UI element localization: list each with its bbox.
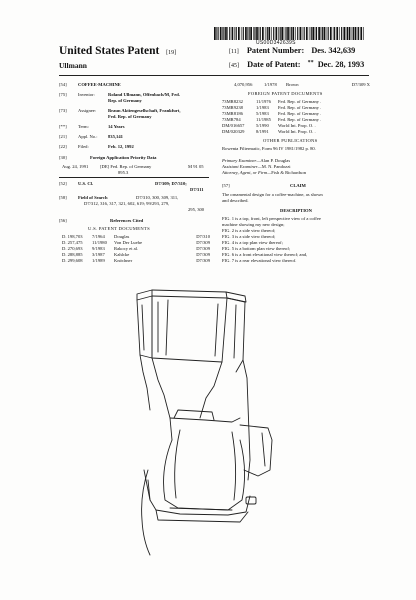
reference-class: D7/309 [196,246,210,251]
examiner-role: Assistant Examiner— [222,164,262,169]
us-cl-value-2: D7/311 [190,187,204,192]
field-56-code: [56] [59,218,67,223]
description-line: FIG. 7 is a rear elevational view thereof. [222,258,297,263]
reference-class: D7/310 [196,234,210,239]
reference-class: D7/309 [196,258,210,263]
foreign-reference-country: Fed. Rep. of Germany . [278,105,322,110]
appl-no-value: 835,141 [108,134,123,139]
reference-date: 11/1980 [92,240,107,245]
field-58-code: [58] [59,195,67,200]
examiner-role: Primary Examiner— [222,158,261,163]
foreign-reference-country: Fed. Rep. of Germany . [278,99,322,104]
reference-date: 9/1983 [92,246,105,251]
filed-value: Feb. 12, 1992 [108,144,134,149]
reference-date: 3/1987 [92,252,105,257]
reference-number: D. 270,693 [62,246,83,251]
field-57-code: [57] [222,183,230,188]
patent-number-code: [11] [229,49,239,55]
date-label: Date of Patent: [247,60,301,69]
reference-number: D. 198,703 [62,234,83,239]
assignee-value-2: Fed. Rep. of Germany [108,114,152,119]
date-code: [45] [229,63,239,69]
foreign-reference-number: 73MR8232 [222,99,243,104]
description-line: FIG. 2 is a side view thereof; [222,228,276,233]
us-docs-title: U.S. PATENT DOCUMENTS [88,226,150,231]
foreign-reference-number: 73MR9238 [222,105,243,110]
foreign-reference-country: World Int. Prop. O. . [278,129,316,134]
reference-class: D7/309 X [351,82,370,87]
drawing-strokes [137,290,272,555]
foreign-reference-date: 5/1983 [256,111,269,116]
foreign-reference-date: 8/1991 [256,129,269,134]
field-term-code: [**] [59,124,67,129]
foreign-reference-date: 1/1983 [256,105,269,110]
foreign-reference-date: 11/1985 [256,117,271,122]
foreign-reference-number: DM/020329 [222,129,245,134]
other-publication-text: Rowenta Filtermatic, Form 96 IV 1981/1982 p. 80. [222,146,316,151]
field-75-code: [75] [59,92,67,97]
foreign-reference-country: Fed. Rep. of Germany . [278,117,322,122]
us-cl-value-1: D7/309; D7/310; [155,181,187,186]
references-title: References Cited [110,218,144,223]
reference-name: Brown [286,82,299,87]
inventor-value-2: Rep. of Germany [108,98,142,103]
field-73-code: [73] [59,108,67,113]
foreign-docs-title: FOREIGN PATENT DOCUMENTS [248,91,323,96]
claim-title: CLAIM [290,183,306,188]
assignee-label: Assignee: [78,108,97,113]
description-line: FIG. 5 is a bottom plan view thereof; [222,246,291,251]
foreign-reference-number: DM/016657 [222,123,245,128]
inventor-value-1: Roland Ullmann, Offenbach/M, Fed. [108,92,180,97]
filed-label: Filed: [78,144,89,149]
reference-number: D. 299,608 [62,258,83,263]
field-54-code: [54] [59,82,67,87]
description-line: machine showing my new design; [222,222,285,227]
claim-line-2: and described. [222,198,249,203]
country-name: United States Patent [59,45,160,57]
examiner-role: Attorney, Agent, or Firm— [222,170,272,175]
priority-number-2: 895.3 [118,170,129,175]
priority-date: Aug. 24, 1991 [62,164,89,169]
reference-date: 1/1978 [264,82,277,87]
reference-name: Kahlcke [114,252,130,257]
inventor-label: Inventor: [78,92,95,97]
date-value: Dec. 28, 1993 [317,60,365,69]
country-code: [19] [166,50,177,56]
description-line: FIG. 6 is a front elevational view thereof; and, [222,252,308,257]
field-search-value-3: 295, 300 [188,207,205,212]
reference-date: 7/1964 [92,234,105,239]
examiner-name: Fish & Richardson [271,170,307,175]
term-label: Term: [78,124,89,129]
description-title: DESCRIPTION [280,208,312,213]
term-value: 14 Years [108,124,125,129]
field-30-code: [30] [59,155,67,160]
reference-number: D. 288,885 [62,252,83,257]
foreign-reference-number: 73MR8186 [222,111,243,116]
reference-class: D7/309 [196,240,210,245]
foreign-reference-country: Fed. Rep. of Germany . [278,111,322,116]
barcode-text: US00D342639S [256,40,296,46]
patent-number: Des. 342,639 [311,46,356,55]
reference-class: D7/309 [196,252,210,257]
description-line: FIG. 3 is a side view thereof; [222,234,276,239]
claim-line-1: The ornamental design for a coffee-machine, as shown [222,192,323,197]
field-search-label: Field of Search [78,195,108,200]
reference-name: Rakocy et al. [114,246,139,251]
foreign-reference-date: 5/1990 [256,123,269,128]
field-22-code: [22] [59,144,67,149]
priority-title: Foreign Application Priority Data [90,155,157,160]
foreign-reference-date: 11/1976 [256,99,271,104]
appl-no-label: Appl. No.: [78,134,98,139]
field-21-code: [21] [59,134,67,139]
patent-number-label: Patent Number: [246,46,305,55]
field-52-code: [52] [59,181,67,186]
reference-name: Douglas [114,234,130,239]
examiner-name: Alan P. Douglas [260,158,291,163]
reference-number: D. 257,475 [62,240,83,245]
priority-country: [DE] Fed. Rep. of Germany [100,164,152,169]
other-publications-title: OTHER PUBLICATIONS [263,138,318,143]
title-value: COFFEE-MACHINE [78,82,121,87]
us-cl-label: U.S. Cl. [78,181,94,186]
reference-name: Knöchner [114,258,133,263]
date-star: ** [307,60,314,66]
examiner-name: M. N. Pandozzi [261,164,291,169]
inventor-short: Ullmann [59,61,87,70]
foreign-reference-country: World Int. Prop. O. . [278,123,316,128]
field-search-value-1: D7/310, 300, 309, 311, [136,195,179,200]
reference-number: 4,070,956 [234,82,253,87]
foreign-reference-number: 73MR784 [222,117,241,122]
assignee-value-1: Braun Aktiengesellschaft, Frankfurt, [108,108,181,113]
field-search-value-2: D7/312, 316, 317, 321, 602, 619; 99/293, 279, [84,201,170,206]
reference-date: 1/1989 [92,258,105,263]
description-line: FIG. 4 is a top plan view thereof; [222,240,283,245]
description-line: FIG. 1 is a top, front, left perspective view of a coffee [222,216,321,221]
reference-name: Von Der Luehe [114,240,142,245]
priority-number: M 91 05 [188,164,204,169]
